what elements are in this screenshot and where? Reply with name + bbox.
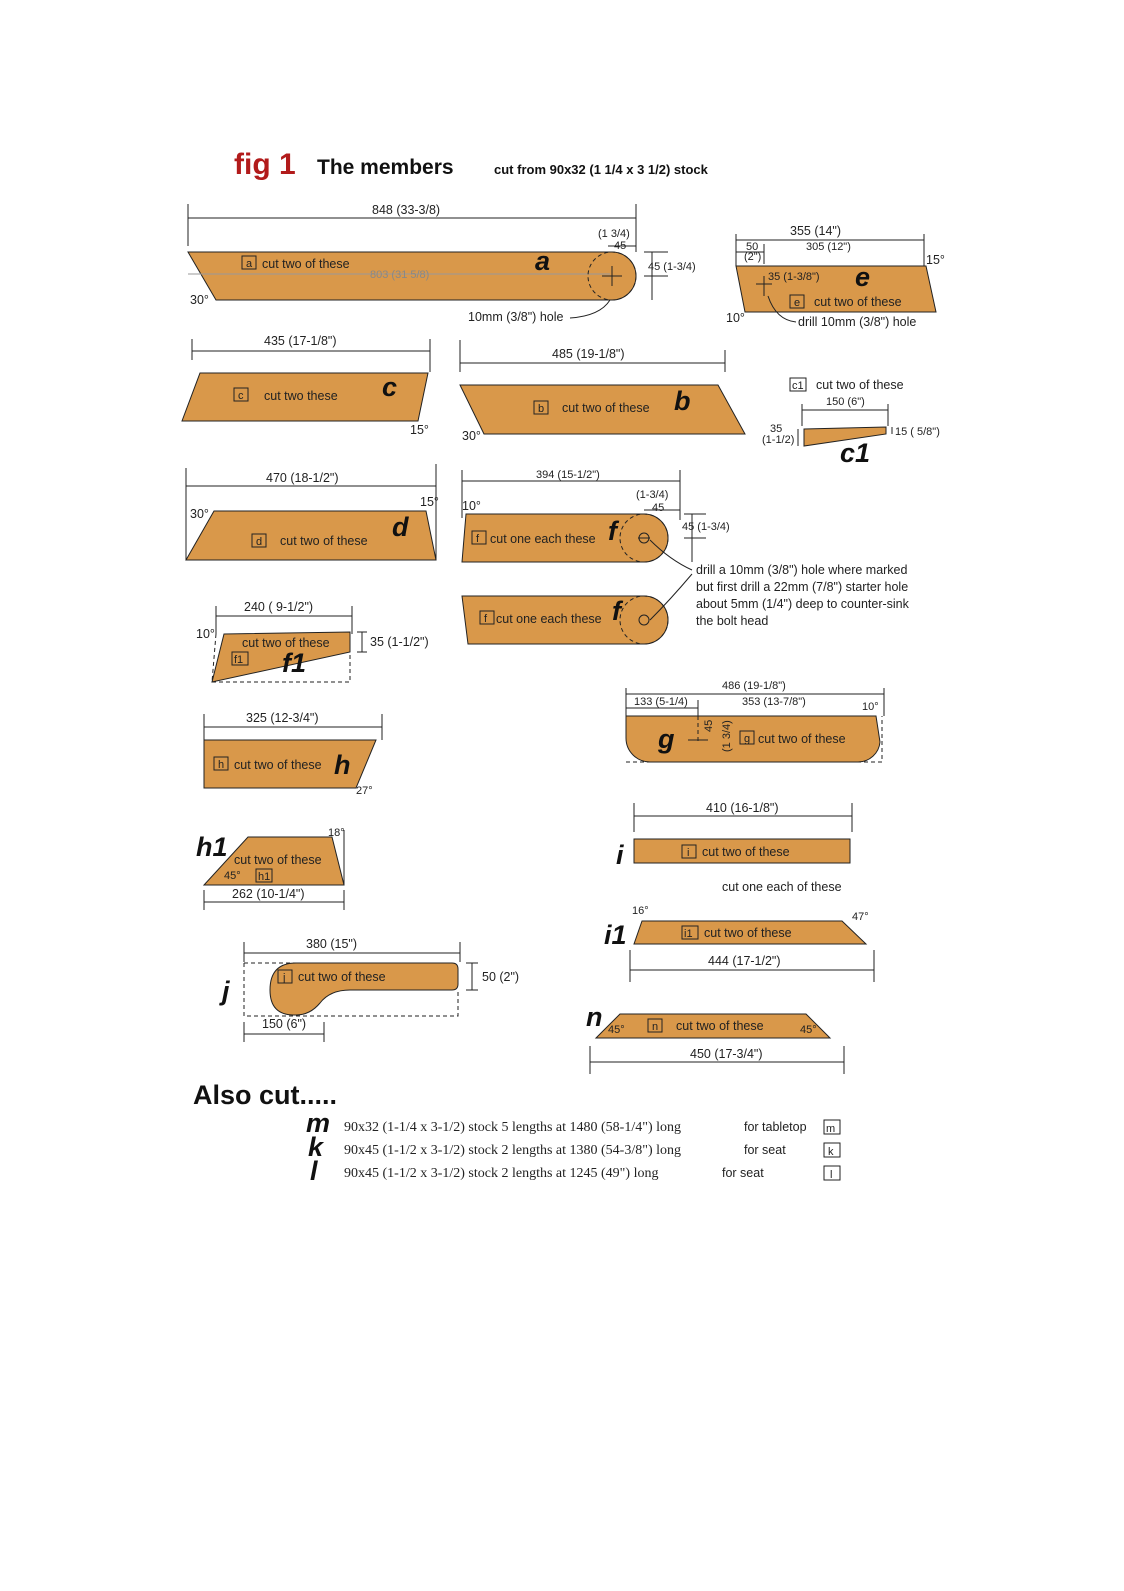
- h1-angle-left: 45°: [224, 870, 241, 882]
- d-angle-right: 15°: [420, 495, 439, 509]
- h-letter: h: [334, 750, 351, 780]
- a-note: cut two of these: [262, 257, 350, 271]
- drill-line-1: drill a 10mm (3/8") hole where marked: [696, 563, 908, 577]
- f-note-2: cut one each these: [496, 612, 602, 626]
- h-angle: 27°: [356, 785, 373, 797]
- h-note: cut two of these: [234, 758, 322, 772]
- b-box-letter: b: [538, 403, 545, 415]
- e-dim-50: 50: [746, 241, 759, 253]
- drill-line-2: but first drill a 22mm (7/8") starter hole: [696, 580, 909, 594]
- also-row-m-text: 90x32 (1-1/4 x 3-1/2) stock 5 lengths at 1480 (58-1/4") long: [344, 1120, 682, 1135]
- a-box-letter: a: [246, 258, 253, 270]
- f1-box-letter: f1: [234, 654, 244, 666]
- g-dim-134: (1 3/4): [721, 720, 733, 752]
- drill-line-4: the bolt head: [696, 614, 769, 628]
- also-cut-title: Also cut.....: [193, 1080, 338, 1110]
- a-letter: a: [535, 246, 551, 276]
- i-length: 410 (16-1/8"): [706, 801, 779, 815]
- f-letter: f: [608, 516, 617, 546]
- part-f: [462, 469, 730, 644]
- f1-note: cut two of these: [242, 636, 330, 650]
- a-dim-45: 45: [614, 240, 627, 252]
- a-hole-note: 10mm (3/8") hole: [468, 310, 564, 324]
- c-note: cut two these: [264, 389, 338, 403]
- also-row-k-use: for seat: [744, 1143, 786, 1157]
- i1-letter: i1: [604, 920, 627, 950]
- a-inner-length: 803 (31 5/8): [370, 269, 430, 281]
- g-dim-45: 45: [703, 719, 715, 732]
- c1-height-in: (1-1/2): [762, 434, 795, 446]
- also-row-l-letter: l: [310, 1156, 318, 1186]
- c1-height-right: 15 ( 5/8"): [895, 426, 940, 438]
- c-box-letter: c: [238, 390, 244, 402]
- c1-length: 150 (6"): [826, 396, 865, 408]
- fig-number: fig 1: [234, 148, 296, 181]
- i-box-letter: i: [687, 847, 690, 859]
- a-angle: 30°: [190, 293, 209, 307]
- n-angle-left: 45°: [608, 1024, 625, 1036]
- part-n: [586, 1002, 844, 1074]
- also-row-k-text: 90x45 (1-1/2 x 3-1/2) stock 2 lengths at 1380 (54-3/8") long: [344, 1143, 682, 1158]
- also-row-m-box-letter: m: [826, 1123, 836, 1135]
- g-dim-353: 353 (13-7/8"): [742, 696, 806, 708]
- j-box-letter: j: [283, 972, 286, 984]
- c1-letter: c1: [840, 438, 871, 468]
- i1-above-note: cut one each of these: [722, 880, 842, 894]
- f-dim-45: 45: [652, 502, 665, 514]
- j-length: 380 (15"): [306, 937, 357, 951]
- j-radius-dim: 150 (6"): [262, 1017, 307, 1031]
- drill-note: [696, 563, 910, 628]
- e-letter: e: [855, 262, 871, 292]
- d-letter: d: [392, 512, 409, 542]
- e-dim-35: 35 (1-3/8"): [768, 271, 820, 283]
- part-f1: [196, 600, 429, 682]
- f-dim-side: 45 (1-3/4): [682, 521, 730, 533]
- e-note: cut two of these: [814, 295, 902, 309]
- f-dim-frac: (1-3/4): [636, 489, 669, 501]
- a-dim-frac: (1 3/4): [598, 228, 630, 240]
- e-angle-left: 10°: [726, 311, 745, 325]
- part-g: [626, 680, 884, 762]
- also-row-m-letter: m: [306, 1108, 331, 1138]
- i-letter: i: [616, 840, 624, 870]
- e-hole-note: drill 10mm (3/8") hole: [798, 315, 917, 329]
- part-b: [460, 340, 745, 443]
- e-dim-305: 305 (12"): [806, 241, 851, 253]
- d-note: cut two of these: [280, 534, 368, 548]
- j-height: 50 (2"): [482, 970, 520, 984]
- d-length: 470 (18-1/2"): [266, 471, 339, 485]
- also-row-k-box-letter: k: [828, 1146, 834, 1158]
- also-cut: [193, 1080, 840, 1186]
- i-note: cut two of these: [702, 845, 790, 859]
- part-j: [219, 937, 519, 1042]
- n-length: 450 (17-3/4"): [690, 1047, 763, 1061]
- i1-note: cut two of these: [704, 926, 792, 940]
- n-note: cut two of these: [676, 1019, 764, 1033]
- f1-letter: f1: [282, 648, 307, 678]
- figure-title: The members: [317, 156, 454, 179]
- j-note: cut two of these: [298, 970, 386, 984]
- h1-letter: h1: [196, 832, 228, 862]
- a-dim-side: 45 (1-3/4): [648, 261, 696, 273]
- b-letter: b: [674, 386, 691, 416]
- also-row-k-letter: k: [308, 1132, 324, 1162]
- c-angle: 15°: [410, 423, 429, 437]
- f1-length: 240 ( 9-1/2"): [244, 600, 314, 614]
- part-c1: [762, 378, 940, 468]
- drill-line-3: about 5mm (1/4") deep to counter-sink: [696, 597, 909, 611]
- stock-note: cut from 90x32 (1 1/4 x 3 1/2) stock: [494, 162, 708, 177]
- n-letter: n: [586, 1002, 603, 1032]
- f-note: cut one each these: [490, 532, 596, 546]
- f-length: 394 (15-1/2"): [536, 469, 600, 481]
- f1-angle: 10°: [196, 627, 215, 641]
- c-length: 435 (17-1/8"): [264, 334, 337, 348]
- c1-note: cut two of these: [816, 378, 904, 392]
- b-angle: 30°: [462, 429, 481, 443]
- b-length: 485 (19-1/8"): [552, 347, 625, 361]
- part-d: [186, 464, 439, 560]
- i1-box-letter: i1: [684, 928, 693, 940]
- e-length: 355 (14"): [790, 224, 841, 238]
- part-i: [616, 801, 852, 894]
- h1-box-letter: h1: [258, 871, 271, 883]
- a-length: 848 (33-3/8): [372, 203, 441, 217]
- also-row-l-box-letter: l: [830, 1169, 833, 1181]
- part-a: [188, 203, 696, 324]
- h-box-letter: h: [218, 759, 225, 771]
- f-letter-2: f: [612, 596, 621, 626]
- d-box-letter: d: [256, 536, 263, 548]
- f-box-letter-2: f: [484, 613, 488, 625]
- i1-length: 444 (17-1/2"): [708, 954, 781, 968]
- g-note: cut two of these: [758, 732, 846, 746]
- part-e: [726, 224, 945, 329]
- also-row-m-use: for tabletop: [744, 1120, 807, 1134]
- b-note: cut two of these: [562, 401, 650, 415]
- h1-note: cut two of these: [234, 853, 322, 867]
- c1-box-letter: c1: [792, 380, 804, 392]
- i1-angle-right: 47°: [852, 911, 869, 923]
- g-box-letter: g: [744, 733, 751, 745]
- part-i1: [604, 905, 874, 982]
- f-box-letter: f: [476, 533, 480, 545]
- e-angle-right: 15°: [926, 253, 945, 267]
- i1-angle-left: 16°: [632, 905, 649, 917]
- h1-angle-right: 18°: [328, 827, 345, 839]
- f1-height: 35 (1-1/2"): [370, 635, 429, 649]
- part-h: [204, 711, 382, 797]
- f-angle: 10°: [462, 499, 481, 513]
- g-dim-133: 133 (5-1/4): [634, 696, 688, 708]
- n-angle-right: 45°: [800, 1024, 817, 1036]
- part-c: [182, 334, 430, 437]
- g-letter: g: [658, 724, 675, 754]
- j-letter: j: [222, 976, 230, 1006]
- also-row-l-text: 90x45 (1-1/2 x 3-1/2) stock 2 lengths at 1245 (49") long: [344, 1166, 659, 1181]
- h-length: 325 (12-3/4"): [246, 711, 319, 725]
- h1-length: 262 (10-1/4"): [232, 887, 305, 901]
- n-box-letter: n: [652, 1021, 659, 1033]
- part-h1: [196, 827, 345, 910]
- g-angle: 10°: [862, 701, 879, 713]
- also-row-l-use: for seat: [722, 1166, 764, 1180]
- e-dim-2: (2"): [744, 251, 762, 263]
- c-letter: c: [382, 372, 398, 402]
- d-angle-left: 30°: [190, 507, 209, 521]
- e-box-letter: e: [794, 297, 801, 309]
- g-length: 486 (19-1/8"): [722, 680, 786, 692]
- c1-height: 35: [770, 423, 783, 435]
